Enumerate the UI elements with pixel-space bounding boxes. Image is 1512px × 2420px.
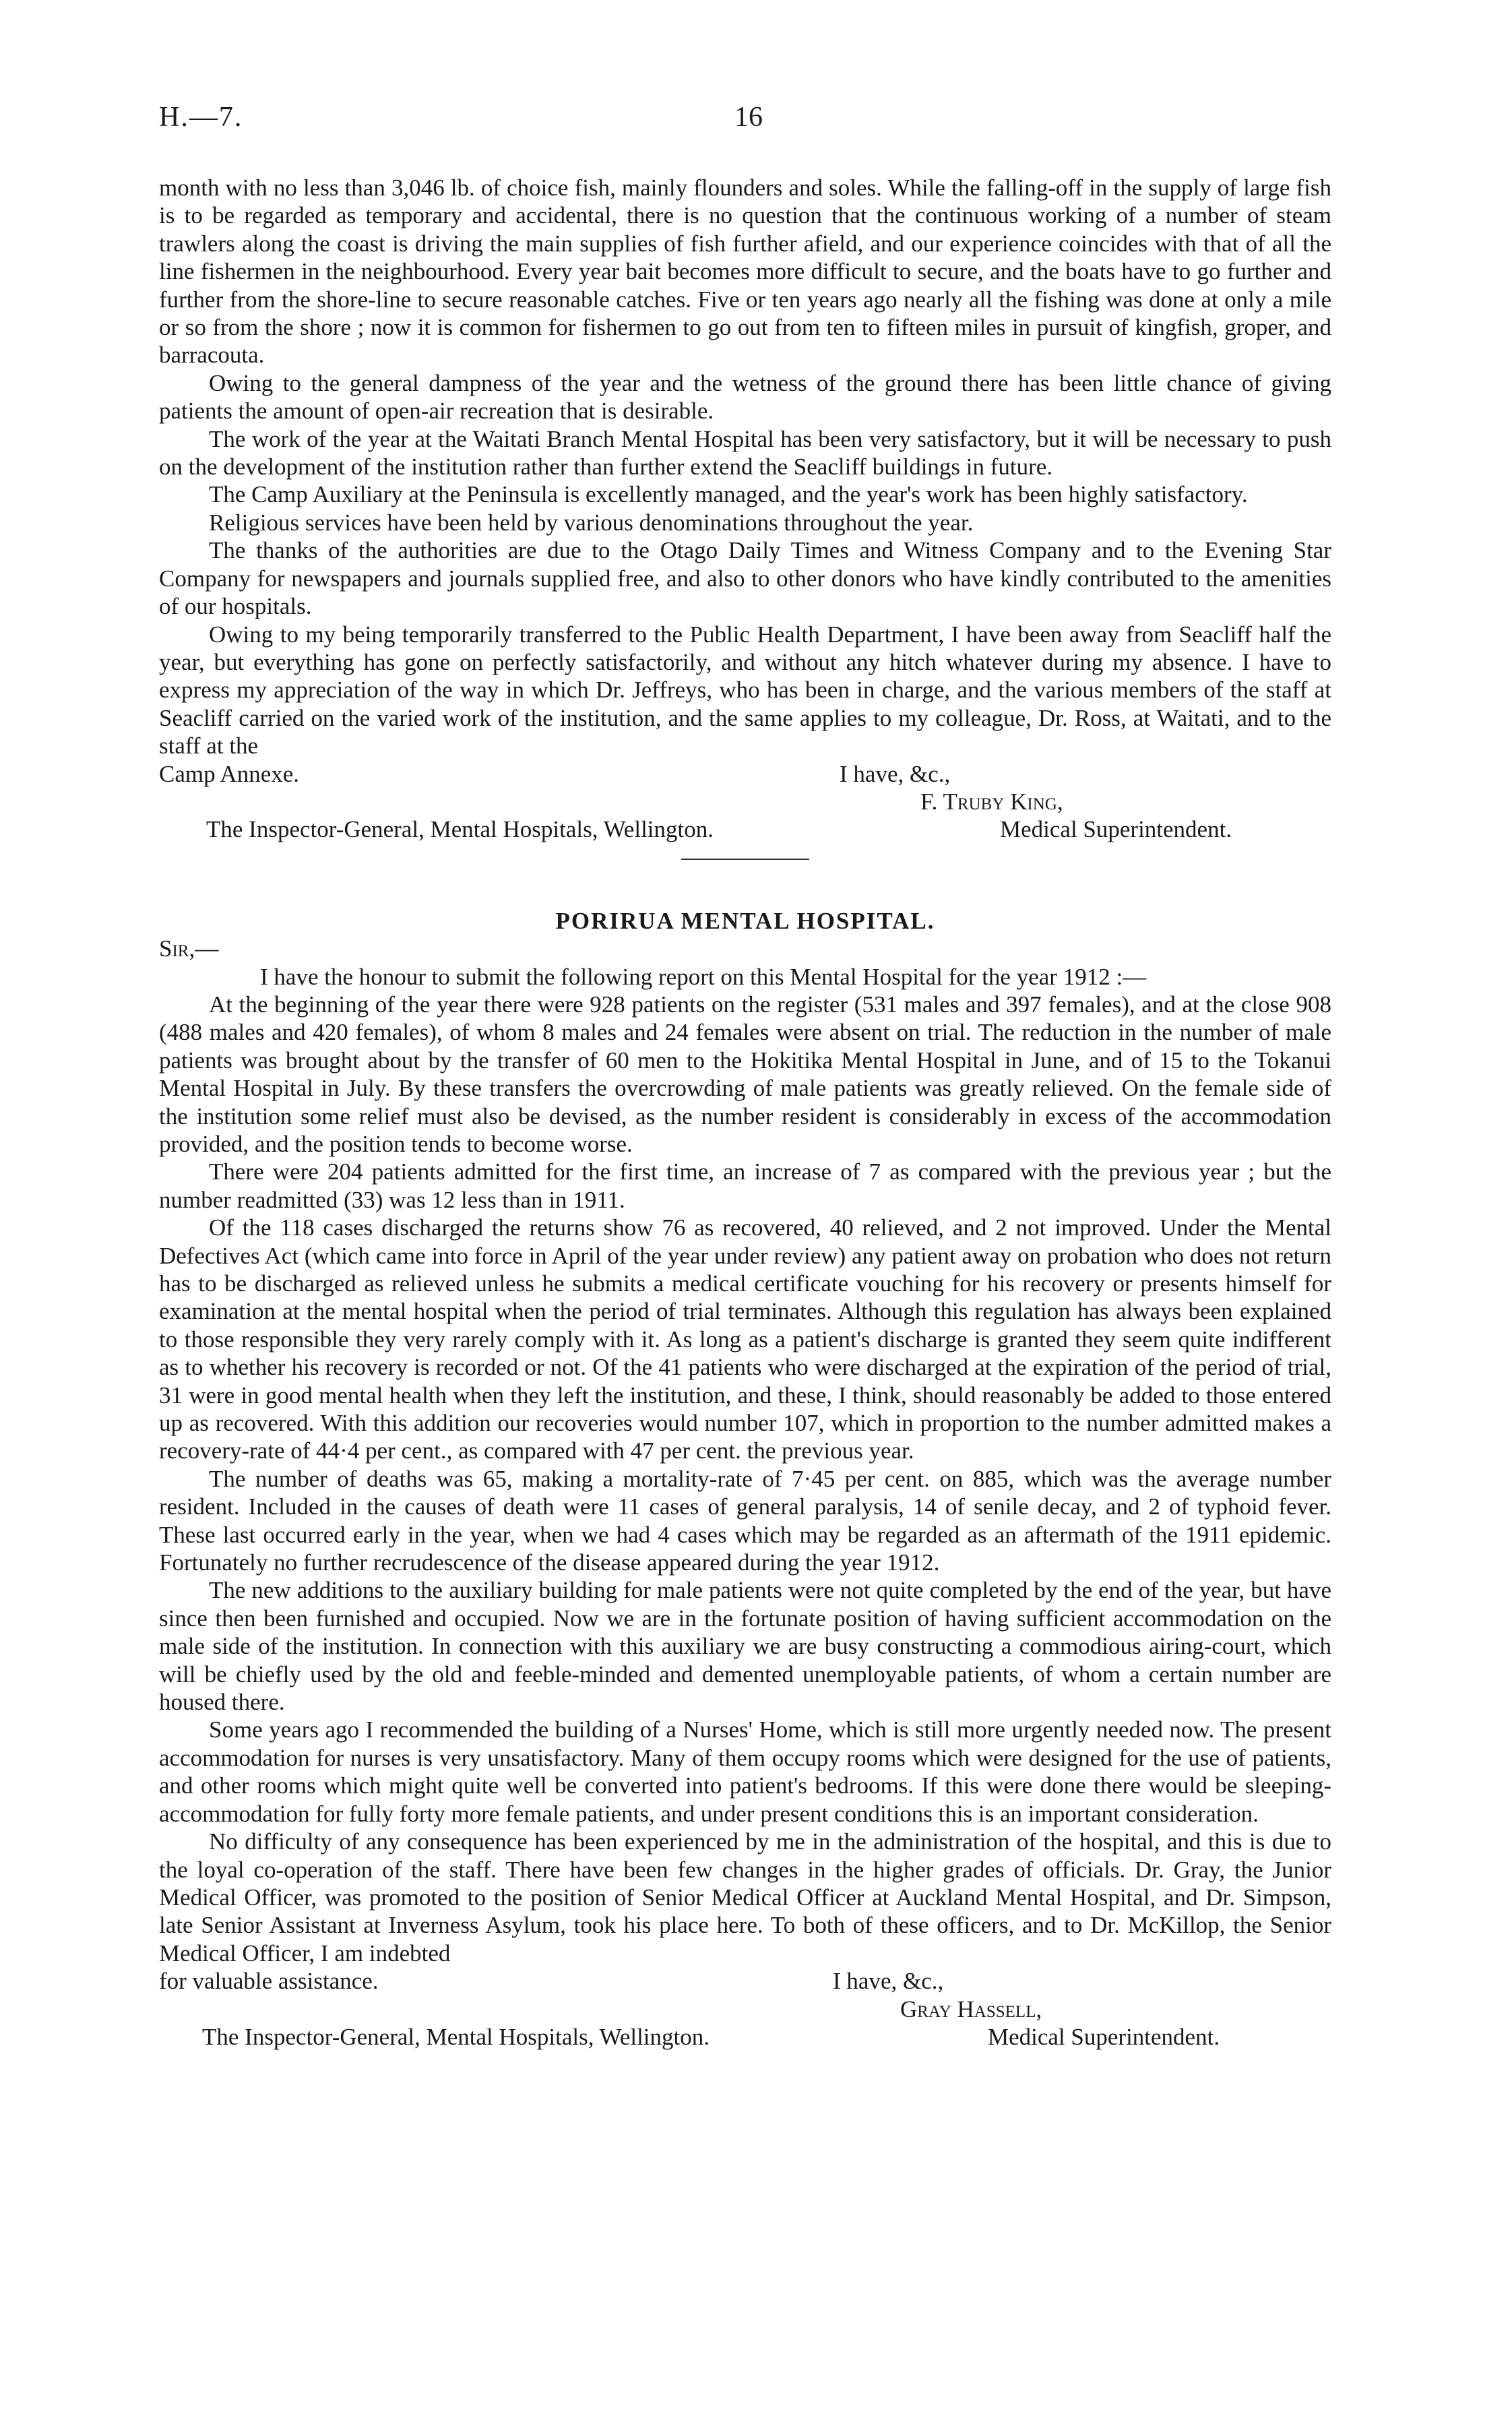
section-heading: PORIRUA MENTAL HOSPITAL. bbox=[555, 907, 935, 934]
closing-line bbox=[159, 760, 1331, 788]
page-header bbox=[159, 101, 1338, 142]
salutation: Sir,— bbox=[159, 935, 219, 962]
paragraph: The thanks of the authorities are due to the Otago Daily Times and Witness Company and to the Evening Star Company for newspapers and journals supplied free, and also to other donors who have kindly contributed to the amenities of our hospitals. bbox=[159, 537, 1331, 620]
paragraph: No difficulty of any consequence has been experienced by me in the administration of the hospital, and this is due to the loyal co-operation of the staff. There have been few changes in the higher grades of officials. Dr. Gray, the Junior Medical Officer, was promoted to the position of Senior Medical Officer at Auckland Mental Hospital, and Dr. Simpson, late Senior Assistant at Inverness Asylum, took his place here. To both of these officers, and to Dr. McKillop, the Senior Medical Officer, I am indebted bbox=[159, 1828, 1331, 1966]
seacliff-report bbox=[159, 174, 1331, 844]
closing-phrase: I have, &c., bbox=[833, 1968, 944, 1995]
paragraph: I have the honour to submit the following report on this Mental Hospital for the year 1912 :— bbox=[260, 963, 1147, 990]
paragraph: There were 204 patients admitted for the first time, an increase of 7 as compared with the previous year ; but the number readmitted (33) was 12 less than in 1911. bbox=[159, 1158, 1331, 1213]
paragraph: Some years ago I recommended the building of a Nurses' Home, which is still more urgently needed now. The present accommodation for nurses is very unsatisfactory. Many of them occupy rooms which were designed for the use of patients, and other rooms which might quite well be converted into patient's bedrooms. If this were done there would be sleeping-accommodation for fully forty more female patients, and under present conditions this is an important consideration. bbox=[159, 1716, 1331, 1827]
signature: F. Truby King, bbox=[920, 788, 1063, 815]
addressee-line bbox=[159, 2023, 1331, 2051]
paragraph: Of the 118 cases discharged the returns show 76 as recovered, 40 relieved, and 2 not improved. Under the Mental Defectives Act (which came into force in April of the year under review) any patient away on probation who does not return has to be discharged as relieved unless he submits a medical certificate vouching for his recovery or presents himself for examination at the mental hospital when the period of trial terminates. Although this regulation has always been explained to those responsible they very rarely comply with it. As long as a patient's discharge is granted they seem quite indifferent as to whether his recovery is recorded or not. Of the 41 patients who were discharged at the expiration of the period of trial, 31 were in good mental health when they left the institution, and these, I think, should reasonably be added to those entered up as recovered. With this addition our recoveries would number 107, which in proportion to the number admitted makes a recovery-rate of 44·4 per cent., as compared with 47 per cent. the previous year. bbox=[159, 1214, 1331, 1464]
paragraph: month with no less than 3,046 lb. of choice fish, mainly flounders and soles. While the falling-off in the supply of large fish is to be regarded as temporary and accidental, there is no question that the continuous working of a number of steam trawlers along the coast is driving the main supplies of fish further afield, and our experience coincides with that of all the line fishermen in the neighbourhood. Every year bait becomes more difficult to secure, and the boats have to go further and further from the shore-line to secure reasonable catches. Five or ten years ago nearly all the fishing was done at only a mile or so from the shore ; now it is common for fishermen to go out from ten to fifteen miles in pursuit of kingfish, groper, and barracouta. bbox=[159, 175, 1331, 369]
signatory-title: Medical Superintendent. bbox=[988, 2023, 1220, 2050]
paragraph: The work of the year at the Waitati Branch Mental Hospital has been very satisfactory, but it will be necessary to push on the development of the institution rather than further extend the Seacliff buildings in future. bbox=[159, 425, 1331, 480]
paragraph: At the beginning of the year there were 928 patients on the register (531 males and 397 females), and at the close 908 (488 males and 420 females), of whom 8 males and 24 females were absent on trial. The reduction in the number of male patients was brought about by the transfer of 60 men to the Hokitika Mental Hospital in June, and of 15 to the Tokanui Mental Hospital in July. By these transfers the overcrowding of male patients was greatly relieved. On the female side of the institution some relief must also be devised, as the number resident is considerably in excess of the accommodation provided, and the position tends to become worse. bbox=[159, 991, 1331, 1157]
signature-line bbox=[159, 1995, 1331, 2023]
closing-fragment: Camp Annexe. bbox=[159, 760, 300, 787]
closing-fragment: for valuable assistance. bbox=[159, 1968, 379, 1995]
section-divider bbox=[681, 859, 809, 860]
addressee-line bbox=[159, 815, 1331, 843]
paragraph: The new additions to the auxiliary building for male patients were not quite completed by the end of the year, but have since then been furnished and occupied. Now we are in the fortunate position of having sufficient accommodation on the male side of the institution. In connection with this auxiliary we are busy constructing a commodious airing-court, which will be chiefly used by the old and feeble-minded and demented unemployable patients, of whom a certain number are housed there. bbox=[159, 1577, 1331, 1716]
paragraph: Religious services have been held by various denominations throughout the year. bbox=[209, 509, 974, 536]
signature-line bbox=[159, 788, 1331, 815]
porirua-report bbox=[159, 907, 1331, 2051]
closing-line bbox=[159, 1967, 1331, 1995]
page-number: 16 bbox=[734, 102, 763, 133]
paragraph: The Camp Auxiliary at the Peninsula is excellently managed, and the year's work has been highly satisfactory. bbox=[209, 481, 1248, 508]
addressee: The Inspector-General, Mental Hospitals, Wellington. bbox=[206, 816, 714, 843]
paragraph: Owing to the general dampness of the year and the wetness of the ground there has been little chance of giving patients the amount of open-air recreation that is desirable. bbox=[159, 369, 1331, 425]
closing-phrase: I have, &c., bbox=[840, 760, 951, 787]
paragraph: Owing to my being temporarily transferred to the Public Health Department, I have been away from Seacliff half the year, but everything has gone on perfectly satisfactorily, and without any hitch whatever during my absence. I have to express my appreciation of the way in which Dr. Jeffreys, who has been in charge, and the various members of the staff at Seacliff carried on the varied work of the institution, and the same applies to my colleague, Dr. Ross, at Waitati, and to the staff at the bbox=[159, 621, 1331, 759]
signatory-title: Medical Superintendent. bbox=[1000, 816, 1232, 843]
addressee: The Inspector-General, Mental Hospitals, Wellington. bbox=[202, 2023, 710, 2050]
report-reference: H.—7. bbox=[159, 102, 243, 133]
page-body bbox=[159, 174, 1331, 2051]
signature: Gray Hassell, bbox=[900, 1995, 1042, 2022]
paragraph: The number of deaths was 65, making a mortality-rate of 7·45 per cent. on 885, which was the average number resident. Included in the causes of death were 11 cases of general paralysis, 14 of senile decay, and 2 of typhoid fever. These last occurred early in the year, when we had 4 cases which may be regarded as an aftermath of the 1911 epidemic. Fortunately no further recrudescence of the disease appeared during the year 1912. bbox=[159, 1465, 1331, 1576]
